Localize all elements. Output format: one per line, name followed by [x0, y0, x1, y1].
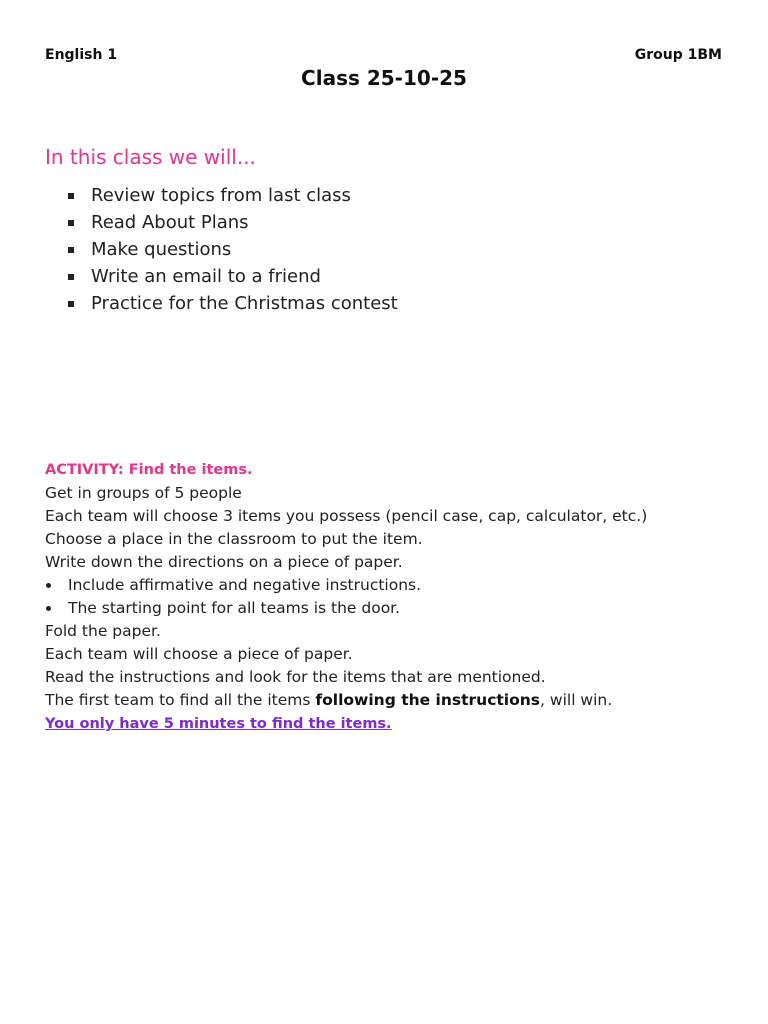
bullet-text: Include affirmative and negative instructions. — [68, 576, 422, 594]
goal-text: Read About Plans — [91, 212, 249, 233]
class-goals-list — [45, 184, 398, 319]
list-item — [45, 184, 398, 211]
instruction-line: Fold the paper. — [45, 622, 161, 640]
square-bullet-icon — [68, 274, 74, 280]
round-bullet-icon — [46, 606, 51, 611]
time-limit-note-line — [45, 712, 745, 735]
winning-rule-line — [45, 689, 745, 712]
list-item — [45, 211, 398, 238]
square-bullet-icon — [68, 220, 74, 226]
goal-text: Practice for the Christmas contest — [91, 293, 398, 314]
instruction-line: Write down the directions on a piece of paper. — [45, 553, 403, 571]
group-label: Group 1BM — [634, 47, 722, 63]
goal-text: Write an email to a friend — [91, 266, 321, 287]
page-title: Class 25-10-25 — [301, 66, 467, 90]
activity-title: ACTIVITY: Find the items. — [45, 462, 253, 478]
winning-rule-text: The first team to find all the items — [45, 691, 316, 709]
intro-heading: In this class we will... — [45, 145, 256, 169]
course-label: English 1 — [45, 47, 118, 63]
list-item — [45, 238, 398, 265]
square-bullet-icon — [68, 193, 74, 199]
square-bullet-icon — [68, 301, 74, 307]
list-item — [45, 265, 398, 292]
instruction-line: Get in groups of 5 people — [45, 484, 242, 502]
goal-text: Make questions — [91, 239, 232, 260]
round-bullet-icon — [46, 583, 51, 588]
list-item — [45, 292, 398, 319]
activity-section — [45, 459, 745, 735]
square-bullet-icon — [68, 247, 74, 253]
instruction-line: Each team will choose 3 items you possess (pencil case, cap, calculator, etc.) — [45, 507, 648, 525]
winning-rule-text-end: , will win. — [540, 691, 613, 709]
bullet-text: The starting point for all teams is the door. — [68, 599, 401, 617]
winning-rule-emphasis: following the instructions — [315, 691, 541, 709]
instruction-line: Read the instructions and look for the items that are mentioned. — [45, 668, 546, 686]
bullet-item — [45, 574, 745, 597]
time-limit-note: You only have 5 minutes to find the items. — [45, 716, 392, 732]
instruction-line: Choose a place in the classroom to put the item. — [45, 530, 423, 548]
goal-text: Review topics from last class — [91, 185, 351, 206]
instruction-line: Each team will choose a piece of paper. — [45, 645, 353, 663]
bullet-item — [45, 597, 745, 620]
